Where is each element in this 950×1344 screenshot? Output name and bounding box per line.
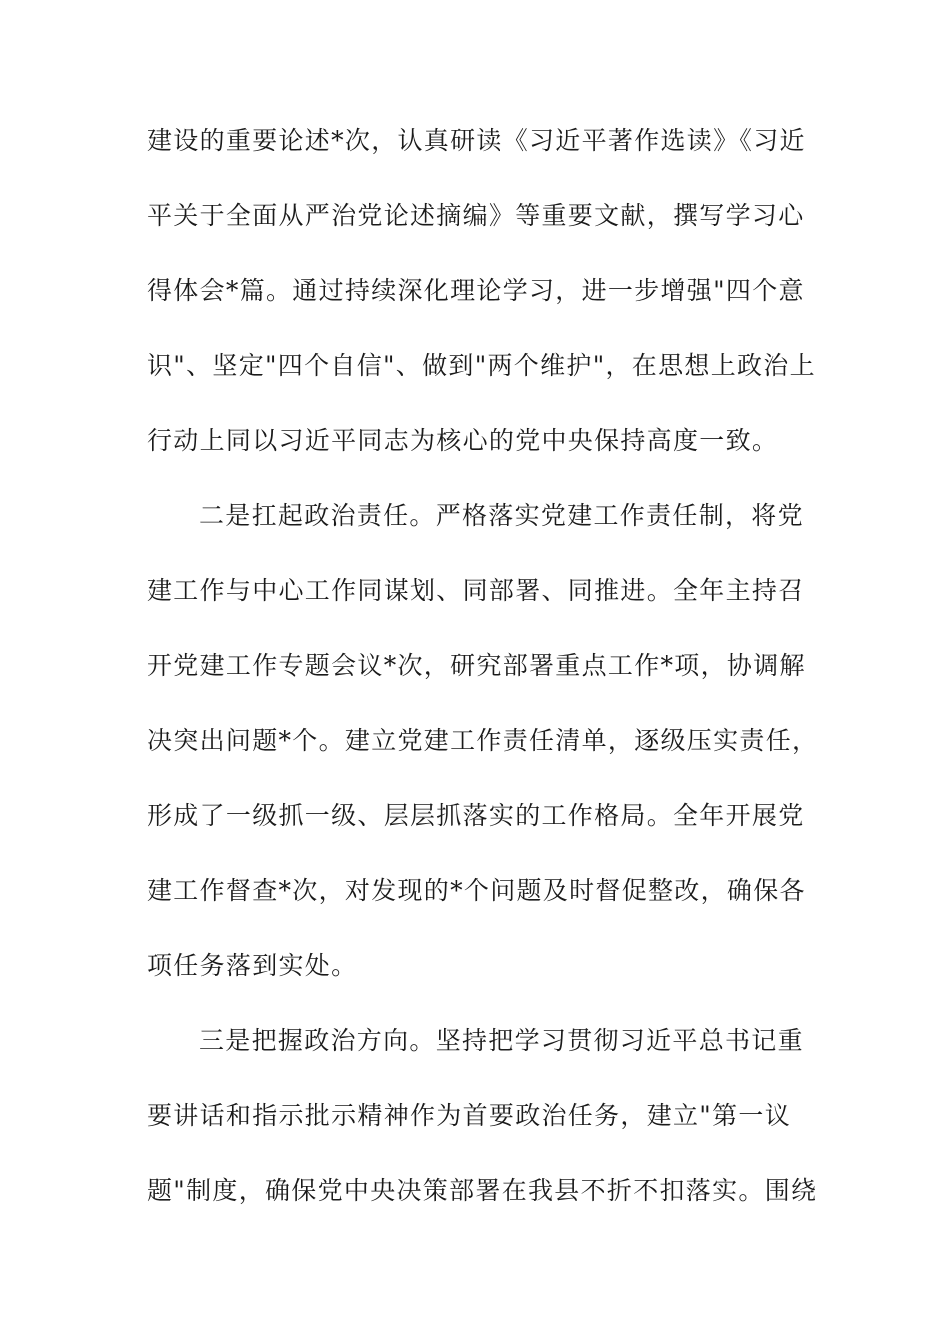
paragraph-2-line-4: 决突出问题*个。建立党建工作责任清单，逐级压实责任， [147, 726, 819, 755]
paragraph-3-line-2: 要讲话和指示批示精神作为首要政治任务，建立"第一议 [147, 1101, 792, 1130]
paragraph-3-line-1: 三是把握政治方向。坚持把学习贯彻习近平总书记重 [199, 1026, 804, 1055]
paragraph-1-line-2: 平关于全面从严治党论述摘编》等重要文献，撰写学习心 [147, 201, 805, 230]
paragraph-2-line-2: 建工作与中心工作同谋划、同部署、同推进。全年主持召 [147, 576, 805, 605]
paragraph-2-line-1: 二是扛起政治责任。严格落实党建工作责任制，将党 [199, 501, 804, 530]
paragraph-1-line-5: 行动上同以习近平同志为核心的党中央保持高度一致。 [147, 426, 779, 455]
paragraph-2-line-6: 建工作督查*次，对发现的*个问题及时督促整改，确保各 [147, 876, 806, 905]
paragraph-1-line-4: 识"、坚定"四个自信"、做到"两个维护"，在思想上政治上 [147, 351, 816, 380]
paragraph-1-line-3: 得体会*篇。通过持续深化理论学习，进一步增强"四个意 [147, 276, 805, 305]
paragraph-2-line-7: 项任务落到实处。 [147, 951, 358, 980]
paragraph-2-line-5: 形成了一级抓一级、层层抓落实的工作格局。全年开展党 [147, 801, 805, 830]
paragraph-2-line-3: 开党建工作专题会议*次，研究部署重点工作*项，协调解 [147, 651, 806, 680]
paragraph-3-line-3: 题"制度，确保党中央决策部署在我县不折不扣落实。围绕 [147, 1176, 818, 1205]
paragraph-1-line-1: 建设的重要论述*次，认真研读《习近平著作选读》《习近 [147, 126, 806, 155]
